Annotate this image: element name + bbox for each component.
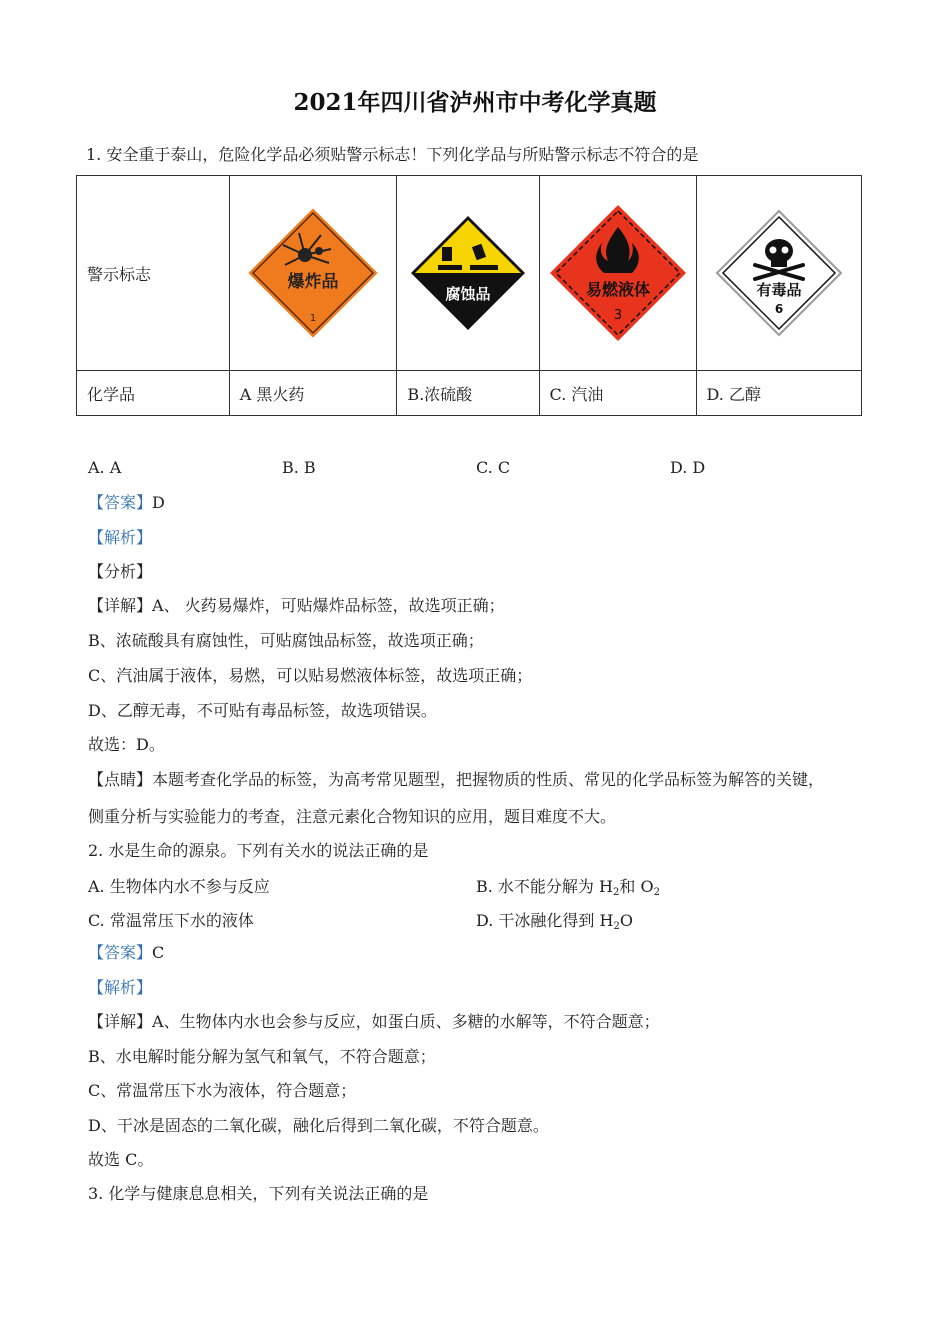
q1-option-c: C. C — [476, 458, 511, 477]
row-header-chemicals: 化学品 — [77, 371, 230, 416]
sign-label: 易燃液体 — [585, 280, 650, 299]
skull-icon — [715, 209, 843, 337]
q1-option-d: D. D — [670, 458, 706, 477]
q2-detail-c: C、常温常压下水为液体，符合题意； — [88, 1081, 357, 1100]
q2-conclusion: 故选 C。 — [88, 1150, 154, 1169]
flame-icon — [548, 203, 688, 343]
q1-comment-line-2: 侧重分析与实验能力的考查，注意元素化合物知识的应用，题目难度不大。 — [88, 807, 617, 826]
answer-value: C — [152, 943, 165, 962]
sign-number: 1 — [309, 313, 317, 324]
page-title: 2021年四川省泸州市中考化学真题 — [293, 89, 657, 116]
option-text: D. 干冰融化得到 H — [476, 911, 614, 930]
subscript: 2 — [613, 921, 620, 932]
q1-fenxi-tag: 【分析】 — [88, 562, 153, 581]
detail-text: A、 火药易爆炸，可贴爆炸品标签，故选项正确； — [152, 596, 505, 615]
chemical-b: B.浓硫酸 — [397, 371, 539, 416]
comment-text: 本题考查化学品的标签，为高考常见题型，把握物质的性质、常见的化学品标签为解答的关键， — [152, 770, 825, 789]
q1-comment-line-1 — [88, 769, 824, 791]
q1-conclusion: 故选：D。 — [88, 735, 165, 754]
sign-cell-corrosive — [397, 176, 539, 371]
option-text: O — [619, 911, 633, 930]
q2-detail-a — [88, 1011, 660, 1033]
detail-tag: 【详解】 — [88, 596, 153, 615]
sign-label: 爆炸品 — [287, 272, 339, 292]
q2-analysis-tag: 【解析】 — [88, 978, 153, 997]
sign-label: 有毒品 — [756, 281, 802, 299]
answer-tag: 【答案】 — [88, 493, 153, 512]
comment-tag: 【点睛】 — [88, 770, 153, 789]
chemical-d: D. 乙醇 — [696, 371, 861, 416]
sign-number: 3 — [613, 308, 622, 323]
option-text: B. 水不能分解为 H — [476, 877, 613, 896]
hazard-sign-table — [76, 175, 862, 416]
answer-value: D — [152, 493, 165, 512]
q2-option-d — [476, 908, 633, 932]
q2-option-c: C. 常温常压下水的液体 — [88, 911, 254, 930]
sign-number: 6 — [774, 302, 783, 316]
q1-answer — [88, 492, 165, 514]
sign-label: 腐蚀品 — [445, 285, 491, 303]
q1-detail-c: C、汽油属于液体，易燃，可以贴易燃液体标签，故选项正确； — [88, 666, 533, 685]
detail-tag: 【详解】 — [88, 1012, 153, 1031]
q1-option-b: B. B — [282, 458, 316, 477]
q2-detail-b: B、水电解时能分解为氢气和氧气，不符合题意； — [88, 1047, 436, 1066]
q1-detail-d: D、乙醇无毒，不可贴有毒品标签，故选项错误。 — [88, 701, 437, 720]
answer-tag: 【答案】 — [88, 943, 153, 962]
chemical-a: A 黑火药 — [229, 371, 397, 416]
q2-answer — [88, 942, 164, 964]
q1-option-a: A. A — [88, 458, 122, 477]
sign-cell-toxic — [696, 176, 861, 371]
corrosion-icon — [408, 213, 528, 333]
subscript: 2 — [653, 887, 660, 898]
chemical-c: C. 汽油 — [539, 371, 696, 416]
detail-text: A、生物体内水也会参与反应，如蛋白质、多糖的水解等，不符合题意； — [152, 1012, 660, 1031]
sign-cell-flammable — [539, 176, 696, 371]
explosion-icon — [243, 203, 383, 343]
q1-detail-a — [88, 595, 505, 617]
q1-detail-b: B、浓硫酸具有腐蚀性，可贴腐蚀品标签，故选项正确； — [88, 631, 484, 650]
q1-analysis-tag: 【解析】 — [88, 528, 153, 547]
q2-option-a: A. 生物体内水不参与反应 — [88, 877, 270, 896]
row-header-signs: 警示标志 — [77, 176, 230, 371]
option-text: 和 O — [619, 877, 654, 896]
subscript: 2 — [612, 887, 620, 898]
question-2-stem: 2. 水是生命的源泉。下列有关水的说法正确的是 — [88, 841, 429, 860]
question-3-stem: 3. 化学与健康息息相关，下列有关说法正确的是 — [88, 1184, 429, 1203]
q2-detail-d: D、干冰是固态的二氧化碳，融化后得到二氧化碳，不符合题意。 — [88, 1116, 549, 1135]
sign-cell-explosive — [229, 176, 397, 371]
q2-option-b — [476, 874, 660, 898]
question-1-stem: 1. 安全重于泰山，危险化学品必须贴警示标志！下列化学品与所贴警示标志不符合的是 — [86, 145, 699, 164]
